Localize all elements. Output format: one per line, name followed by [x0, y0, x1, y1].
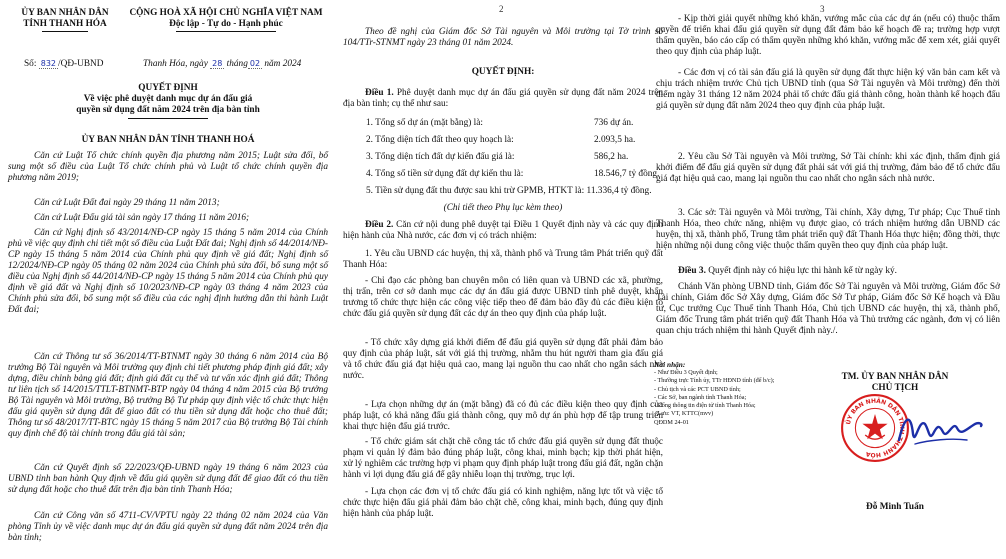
article-2-bullet: - Tổ chức xây dựng giá khởi điểm để đấu giá quyền sử dụng đất phải đảm bảo quy định của pháp luật, sát với giá thị trường, nhằm thu hút người tham gia đấu giá và tổ chức đấu giá đạt hiệu quả cao, mang lại nguồn thu cao nhất cho ngân sách nhà nước. [343, 338, 663, 381]
page-number: 3 [820, 4, 825, 14]
legal-basis-paragraph: Căn cứ Luật Đất đai ngày 29 tháng 11 năm 2013; [34, 198, 220, 208]
document-page-1 [0, 0, 336, 559]
page-number: 2 [499, 4, 504, 14]
recipient-item: - Các Sở, ban ngành tỉnh Thanh Hóa; [654, 393, 747, 401]
article-2-clause-1: 1. Yêu cầu UBND các huyện, thị xã, thành phố và Trung tâm Phát triển quỹ đất Thanh Hóa: [343, 249, 663, 270]
legal-basis-paragraph: Căn cứ Luật Đấu giá tài sản ngày 17 tháng 11 năm 2016; [34, 213, 250, 223]
summary-row: 5. Tiền sử dụng đất thu được sau khi trừ GPMB, HTKT là: 11.336,4 tỷ đồng. [366, 186, 652, 196]
recipient-item: - Cổng thông tin điện tử tỉnh Thanh Hóa; [654, 402, 756, 410]
agency-name: ỦY BAN NHÂN DÂN [21, 8, 109, 18]
article-2-bullet: - Tổ chức giám sát chặt chẽ công tác tổ chức đấu giá quyền sử dụng đất thuộc phạm vi quản lý đảm bảo đúng pháp luật, công khai, minh bạch; kịp thời phát hiện, xử lý nghiêm các trường hợp vi phạm quy định pháp luật trong đấu giá đất, ngăn chặn hành vi lợi dụng đấu giá để gây nhiễu loạn thị trường, trục lợi. [343, 437, 663, 480]
legal-basis-paragraph: Căn cứ Nghị định số 43/2014/NĐ-CP ngày 15 tháng 5 năm 2014 của Chính phủ về việc quy định chi tiết một số điều của Luật Đất đai; Nghị định số 44/2014/NĐ-CP ngày 15 tháng 5 năm 2014 của Chính phủ quy định về giá đất; Nghị định số 12/2024/NĐ-CP ngày 05 tháng 02 năm 2024 của Chính phủ sửa đổi, bổ sung một số điều của Nghị định số 44/2014/NĐ-CP ngày 15 tháng 5 năm 2014 của Chính phủ quy định về giá đất và Nghị định số 10/2023/NĐ-CP ngày 03 tháng 4 năm 2023 của Chính phủ sửa đổi, bổ sung một số điều của các nghị định hướng dẫn thi hành Luật Đất đai; [8, 228, 328, 315]
article-1: Điều 1. Phê duyệt danh mục dự án đấu giá quyền sử dụng đất năm 2024 trên địa bàn tỉnh; cụ thể như sau: [343, 88, 663, 109]
summary-row: 4. Tổng số tiền sử dụng đất dự kiến thu là: 18.546,7 tỷ đồng. [366, 169, 660, 179]
signer-title: TM. ỦY BAN NHÂN DÂN [841, 372, 949, 382]
legal-basis-paragraph: Căn cứ Công văn số 4711-CV/VPTU ngày 22 tháng 02 năm 2024 của Văn phòng Tỉnh ủy về việc danh mục dự án đấu giá quyền sử dụng đất năm 2024 trên địa bàn tỉnh; [8, 511, 328, 543]
legal-basis-paragraph: Căn cứ Quyết định số 22/2023/QĐ-UBND ngày 19 tháng 6 năm 2023 của UBND tỉnh ban hành Quy định về đấu giá quyền sử dụng đất để giao đất có thu tiền sử dụng đất hoặc cho thuê đất trên địa bàn tỉnh Thanh Hóa; [8, 463, 328, 495]
article-2-bullet: - Kịp thời giải quyết những khó khăn, vướng mắc của các dự án (nếu có) thuộc thẩm quyền để triển khai đấu giá quyền sử dụng đất đảm bảo kế hoạch đề ra; trường hợp vượt thẩm quyền, báo cáo cấp có thẩm quyền những khó khăn, vướng mắc để xem xét, giải quyết theo quy định của pháp luật. [656, 14, 1000, 57]
nation-motto: Độc lập - Tự do - Hạnh phúc [169, 19, 283, 29]
issuer-heading: ỦY BAN NHÂN DÂN TỈNH THANH HOÁ [81, 135, 255, 145]
article-2-bullet: - Các đơn vị có tài sản đấu giá là quyền sử dụng đất thực hiện ký văn bản cam kết và chịu trách nhiệm trước Chủ tịch UBND tỉnh (qua Sở Tài nguyên và Môi trường) đến thời điểm ngày 31 tháng 12 năm 2024 phải tổ chức đấu giá thành công, hoàn thành kế hoạch đấu giá quyền sử dụng đất năm 2024 theo quy định của pháp luật. [656, 68, 1000, 111]
article-2: Điều 2. Căn cứ nội dung phê duyệt tại Điều 1 Quyết định này và các quy định hiện hành của Nhà nước, các đơn vị có trách nhiệm: [343, 220, 663, 241]
signer-name: Đỗ Minh Tuấn [866, 502, 924, 512]
recipient-item: - Lưu: VT, KTTC(mvv) [654, 410, 714, 418]
article-2-bullet: - Lựa chọn các đơn vị tổ chức đấu giá có kinh nghiệm, năng lực tốt và việc tổ chức thực hiện đấu giá phải đảm bảo chặt chẽ, công khai, minh bạch, đúng quy định hiện hành của pháp luật. [343, 487, 663, 519]
article-2-clause-3: 3. Các sở: Tài nguyên và Môi trường, Tài chính, Xây dựng, Tư pháp; Cục Thuế tỉnh Thanh Hóa, theo chức năng, nhiệm vụ được giao, có trách nhiệm hướng dẫn UBND các huyện, thị xã, thành phố, Trung tâm phát triển quỹ đất Thanh Hóa thực hiện; đồng thời, thực hiện những nội dung công việc thuộc thẩm quyền theo quy định của pháp luật. [656, 208, 1000, 251]
recipients-title: Nơi nhận: [654, 360, 686, 369]
appendix-note: (Chi tiết theo Phụ lục kèm theo) [443, 203, 563, 213]
handwritten-signature-icon [895, 400, 985, 460]
article-2-bullet: - Lựa chọn những dự án (mặt bằng) đã có đủ các điều kiện theo quy định của pháp luật, có khả năng đấu giá thành công, quy mô dự án phù hợp để tập trung triển khai thực hiện đấu giá trước. [343, 400, 663, 432]
article-3: Điều 3. Quyết định này có hiệu lực thi hành kể từ ngày ký. [678, 266, 897, 276]
recipients-block [654, 360, 814, 427]
article-2-clause-2: 2. Yêu cầu Sở Tài nguyên và Môi trường, Sở Tài chính: khi xác định, thẩm định giá khởi điểm để đấu giá quyền sử dụng đất phải sát với giá thị trường, đảm bảo để tổ chức đấu giá đạt hiệu quả cao, mang lại nguồn thu cao nhất cho ngân sách nhà nước. [656, 152, 1000, 184]
signer-position: CHỦ TỊCH [871, 383, 919, 393]
summary-row: 1. Tổng số dự án (mặt bằng) là: 736 dự án. [366, 118, 634, 128]
agency-province: TỈNH THANH HÓA [23, 19, 107, 29]
recipient-item: - Chủ tịch và các PCT UBND tỉnh; [654, 385, 741, 393]
proposal-basis: Theo đề nghị của Giám đốc Sở Tài nguyên và Môi trường tại Tờ trình số 104/TTr-STNMT ngày 23 tháng 01 năm 2024. [343, 27, 663, 48]
handwritten-number: 832 [40, 59, 57, 68]
decision-subject-line2: quyền sử dụng đất năm 2024 trên địa bàn tỉnh [76, 105, 260, 115]
article-2-bullet: - Chỉ đạo các phòng ban chuyên môn có liên quan và UBND các xã, phường, thị trấn, trên cơ sở danh mục các dự án đấu giá được UBND tỉnh phê duyệt, khẩn trương tổ chức thực hiện các công việc tiếp theo để đảm bảo đầy đủ các điều kiện tổ chức đấu giá quyền sử dụng đất các dự án theo quy định của pháp luật. [343, 276, 663, 319]
file-code: QĐDM 24-01 [654, 418, 689, 426]
decision-title: QUYẾT ĐỊNH [138, 83, 198, 93]
decision-heading: QUYẾT ĐỊNH: [471, 67, 535, 77]
decision-subject-line1: Về việc phê duyệt danh mục dự án đấu giá [83, 94, 253, 104]
seal-text: ỦY BAN NHÂN DÂN TỈNH THANH HÓA [845, 397, 906, 459]
motto-underline [176, 31, 276, 32]
summary-row: 3. Tổng diện tích đất dự kiến đấu giá là: 586,2 ha. [366, 152, 629, 162]
document-date: Thanh Hóa, ngày 28 tháng 02 năm 2024 [143, 59, 302, 69]
closing-clause: Chánh Văn phòng UBND tỉnh, Giám đốc Sở Tài nguyên và Môi trường, Giám đốc Sở Tài chính, Giám đốc Sở Xây dựng, Giám đốc Sở Tư pháp, Giám đốc Sở Kế hoạch và Đầu tư, Cục trưởng Cục Thuế tỉnh Thanh Hóa, Chủ tịch UBND các huyện, thị xã, thành phố, Giám đốc Trung tâm phát triển quỹ đất Thanh Hóa và Thủ trưởng các ngành, đơn vị có liên quan chịu trách nhiệm thi hành Quyết định này./. [656, 282, 1000, 336]
document-page-2 [336, 0, 670, 559]
agency-underline [42, 31, 88, 32]
legal-basis-paragraph: Căn cứ Luật Tổ chức chính quyền địa phương năm 2015; Luật sửa đổi, bổ sung một số điều của Luật Tổ chức chính phủ và Luật tổ chức chính quyền địa phương năm 2019; [8, 151, 328, 183]
recipient-item: - Thường trực Tỉnh ủy, TTr HĐND tỉnh (để b/c); [654, 377, 775, 385]
document-number: Số: 832 /QĐ-UBND [24, 59, 104, 69]
subject-underline [128, 118, 208, 119]
recipient-item: - Như Điều 3 Quyết định; [654, 369, 718, 376]
nation-name: CỘNG HOÀ XÃ HỘI CHỦ NGHĨA VIỆT NAM [129, 8, 323, 18]
summary-row: 2. Tổng diện tích đất theo quy hoạch là: 2.093,5 ha. [366, 135, 636, 145]
document-page-3 [654, 0, 1006, 559]
legal-basis-paragraph: Căn cứ Thông tư số 36/2014/TT-BTNMT ngày 30 tháng 6 năm 2014 của Bộ trưởng Bộ Tài nguyên và Môi trường quy định chi tiết phương pháp định giá đất; xây dựng, điều chỉnh bảng giá đất; định giá đất cụ thể và tư vấn xác định giá đất; Thông tư liên tịch số 14/2015/TTLT-BTNMT-BTP ngày 04 tháng 4 năm 2015 của Bộ trưởng Bộ Tài nguyên và Môi trường, Bộ trưởng Bộ Tư pháp quy định việc tổ chức thực hiện đấu giá quyền sử dụng đất để giao đất có thu tiền sử dụng đất hoặc cho thuê đất; Thông tư số 48/2017/TT-BTC ngày 15 tháng 5 năm 2017 của Bộ trưởng Bộ Tài chính quy định chế độ tài chính trong đấu giá tài sản; [8, 352, 328, 439]
